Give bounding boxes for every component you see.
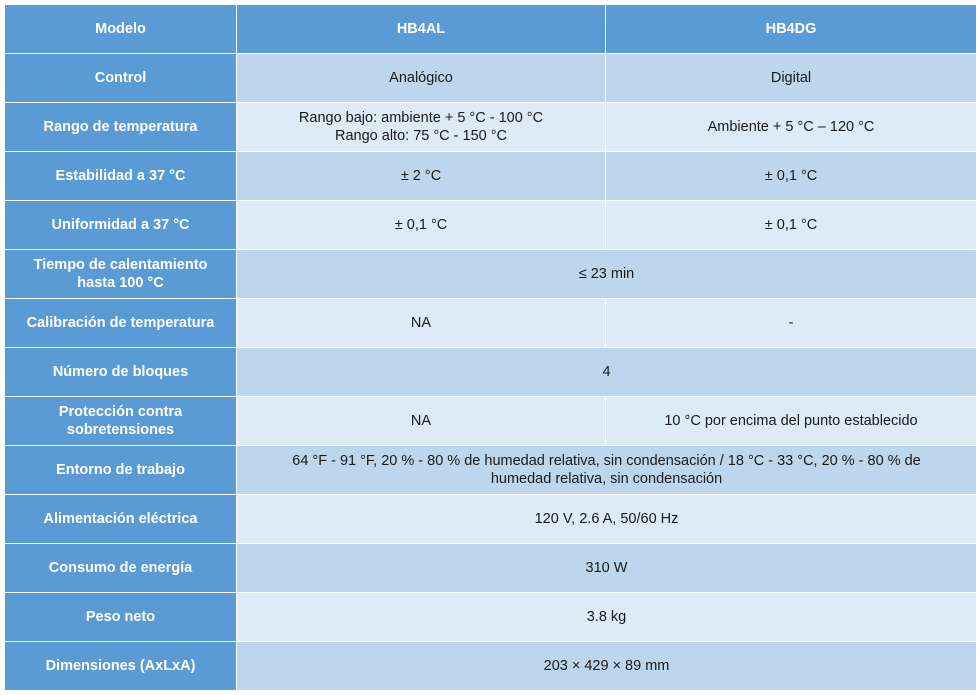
label-line: Protección contra	[58, 404, 183, 420]
value-line: humedad relativa, sin condensación	[490, 471, 723, 487]
row-label	[5, 397, 237, 446]
table-header-row	[5, 5, 977, 54]
row-bloques	[5, 348, 977, 397]
row-label: Número de bloques	[5, 348, 237, 397]
value-hb4al: ± 0,1 °C	[237, 201, 606, 250]
row-control	[5, 54, 977, 103]
row-calentamiento	[5, 250, 977, 299]
row-label: Peso neto	[5, 593, 237, 642]
value-hb4dg: Ambiente + 5 °C – 120 °C	[606, 103, 977, 152]
header-modelo: Modelo	[5, 5, 237, 54]
label-line: Tiempo de calentamiento	[33, 257, 208, 273]
value-hb4al: Analógico	[237, 54, 606, 103]
row-label: Rango de temperatura	[5, 103, 237, 152]
row-label: Consumo de energía	[5, 544, 237, 593]
row-alimentacion	[5, 495, 977, 544]
value-hb4al	[237, 103, 606, 152]
value-merged: 120 V, 2.6 A, 50/60 Hz	[237, 495, 977, 544]
header-hb4dg: HB4DG	[606, 5, 977, 54]
value-line: Rango alto: 75 °C - 150 °C	[335, 128, 507, 144]
value-merged: ≤ 23 min	[237, 250, 977, 299]
row-label: Uniformidad a 37 °C	[5, 201, 237, 250]
value-line: Rango bajo: ambiente + 5 °C - 100 °C	[298, 110, 544, 126]
row-label: Entorno de trabajo	[5, 446, 237, 495]
header-hb4al: HB4AL	[237, 5, 606, 54]
value-merged	[237, 446, 977, 495]
label-line: sobretensiones	[66, 422, 175, 438]
row-proteccion	[5, 397, 977, 446]
value-merged: 4	[237, 348, 977, 397]
label-line: hasta 100 °C	[77, 275, 164, 291]
row-peso	[5, 593, 977, 642]
row-label: Estabilidad a 37 °C	[5, 152, 237, 201]
row-consumo	[5, 544, 977, 593]
value-hb4dg: Digital	[606, 54, 977, 103]
value-hb4dg: ± 0,1 °C	[606, 152, 977, 201]
row-rango-temperatura	[5, 103, 977, 152]
row-estabilidad	[5, 152, 977, 201]
row-label: Control	[5, 54, 237, 103]
row-label: Calibración de temperatura	[5, 299, 237, 348]
row-entorno	[5, 446, 977, 495]
spec-table	[4, 4, 977, 691]
row-dimensiones	[5, 642, 977, 691]
value-hb4dg: 10 °C por encima del punto establecido	[606, 397, 977, 446]
value-merged: 203 × 429 × 89 mm	[237, 642, 977, 691]
row-uniformidad	[5, 201, 977, 250]
value-hb4al: NA	[237, 299, 606, 348]
row-label	[5, 250, 237, 299]
value-hb4al: ± 2 °C	[237, 152, 606, 201]
value-merged: 3.8 kg	[237, 593, 977, 642]
value-merged: 310 W	[237, 544, 977, 593]
value-hb4al: NA	[237, 397, 606, 446]
value-hb4dg: ± 0,1 °C	[606, 201, 977, 250]
row-label: Alimentación eléctrica	[5, 495, 237, 544]
row-calibracion	[5, 299, 977, 348]
value-hb4dg: -	[606, 299, 977, 348]
row-label: Dimensiones (AxLxA)	[5, 642, 237, 691]
value-line: 64 °F - 91 °F, 20 % - 80 % de humedad relativa, sin condensación / 18 °C - 33 °C, 20 % - 80 % de	[292, 453, 921, 469]
